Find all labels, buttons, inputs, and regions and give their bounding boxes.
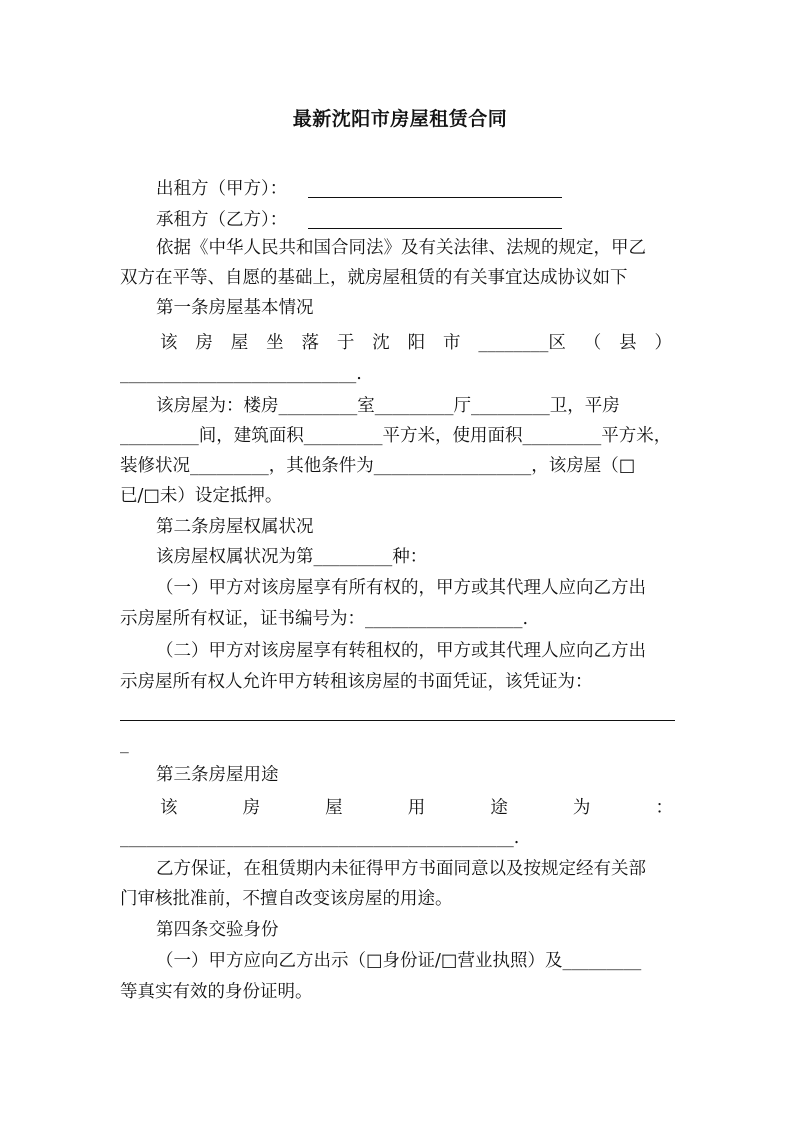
identity-line-2: 等真实有效的身份证明。 — [120, 982, 313, 1002]
article-4-heading: 第四条交验身份 — [156, 920, 279, 940]
usage-char: 为 — [572, 798, 591, 818]
article-1-heading: 第一条房屋基本情况 — [156, 298, 314, 318]
usage-char: 房 — [242, 798, 261, 818]
usage-guarantee-line-1: 乙方保证，在租赁期内未征得甲方书面同意以及按规定经有关部 — [156, 859, 646, 879]
identity-line-1: （一）甲方应向乙方出示（□身份证/□营业执照）及_________ — [156, 951, 642, 971]
location-char: （ — [583, 333, 602, 353]
house-type-line-2: _________间，建筑面积_________平方米，使用面积_________平方米， — [120, 426, 672, 446]
clause-2-line-2: 示房屋所有权人允许甲方转租该房屋的书面凭证，该凭证为： — [120, 672, 593, 692]
district-blank: ________区 — [478, 333, 566, 353]
location-char: 落 — [301, 333, 319, 353]
location-line — [160, 335, 672, 353]
usage-char: 该 — [160, 798, 178, 818]
location-char: 沈 — [372, 333, 390, 353]
location-char: 房 — [195, 333, 213, 353]
usage-char: 途 — [490, 798, 508, 818]
location-char: 屋 — [230, 333, 249, 353]
location-char: 于 — [336, 333, 355, 353]
ownership-type-line: 该房屋权属状况为第_________种： — [156, 547, 428, 567]
lessee-label: 承租方（乙方）： — [156, 210, 288, 230]
usage-char: 屋 — [325, 798, 343, 818]
lessor-label: 出租方（甲方）： — [156, 179, 288, 199]
clause-1-line-1: （一）甲方对该房屋享有所有权的，甲方或其代理人应向乙方出 — [156, 578, 646, 598]
certificate-blank — [120, 720, 675, 721]
usage-blank-line: _____________________________________________. — [120, 828, 520, 848]
house-type-line-4: 已/□未）设定抵押。 — [120, 486, 283, 506]
lessor-blank — [308, 197, 562, 198]
basis-line-1: 依据《中华人民共和国合同法》及有关法律、法规的规定，甲乙 — [156, 238, 646, 258]
house-type-line-1: 该房屋为：楼房_________室_________厅_________卫，平房 — [156, 396, 620, 416]
location-char: 坐 — [266, 333, 284, 353]
article-3-heading: 第三条房屋用途 — [156, 765, 279, 785]
article-2-heading: 第二条房屋权属状况 — [156, 517, 314, 537]
lessee-blank — [308, 228, 562, 229]
house-type-line-3: 装修状况_________，其他条件为__________________，该房屋（□ — [120, 456, 636, 476]
certificate-blank-tail: _ — [120, 734, 129, 754]
usage-line — [160, 800, 673, 818]
location-char: 市 — [443, 333, 461, 353]
location-char: 县 — [619, 333, 637, 353]
usage-char: 用 — [407, 798, 426, 818]
address-blank-line: ___________________________. — [120, 364, 362, 384]
clause-1-line-2: 示房屋所有权证，证书编号为：__________________. — [120, 609, 529, 629]
clause-2-line-1: （二）甲方对该房屋享有转租权的，甲方或其代理人应向乙方出 — [156, 641, 646, 661]
location-char: 阳 — [407, 333, 426, 353]
usage-char: ： — [655, 798, 673, 818]
location-char: 该 — [160, 333, 178, 353]
usage-guarantee-line-2: 门审核批准前，不擅自改变该房屋的用途。 — [120, 889, 453, 909]
location-char: ） — [654, 333, 672, 353]
basis-line-2: 双方在平等、自愿的基础上，就房屋租赁的有关事宜达成协议如下 — [120, 268, 628, 288]
document-title: 最新沈阳市房屋租赁合同 — [292, 108, 508, 130]
